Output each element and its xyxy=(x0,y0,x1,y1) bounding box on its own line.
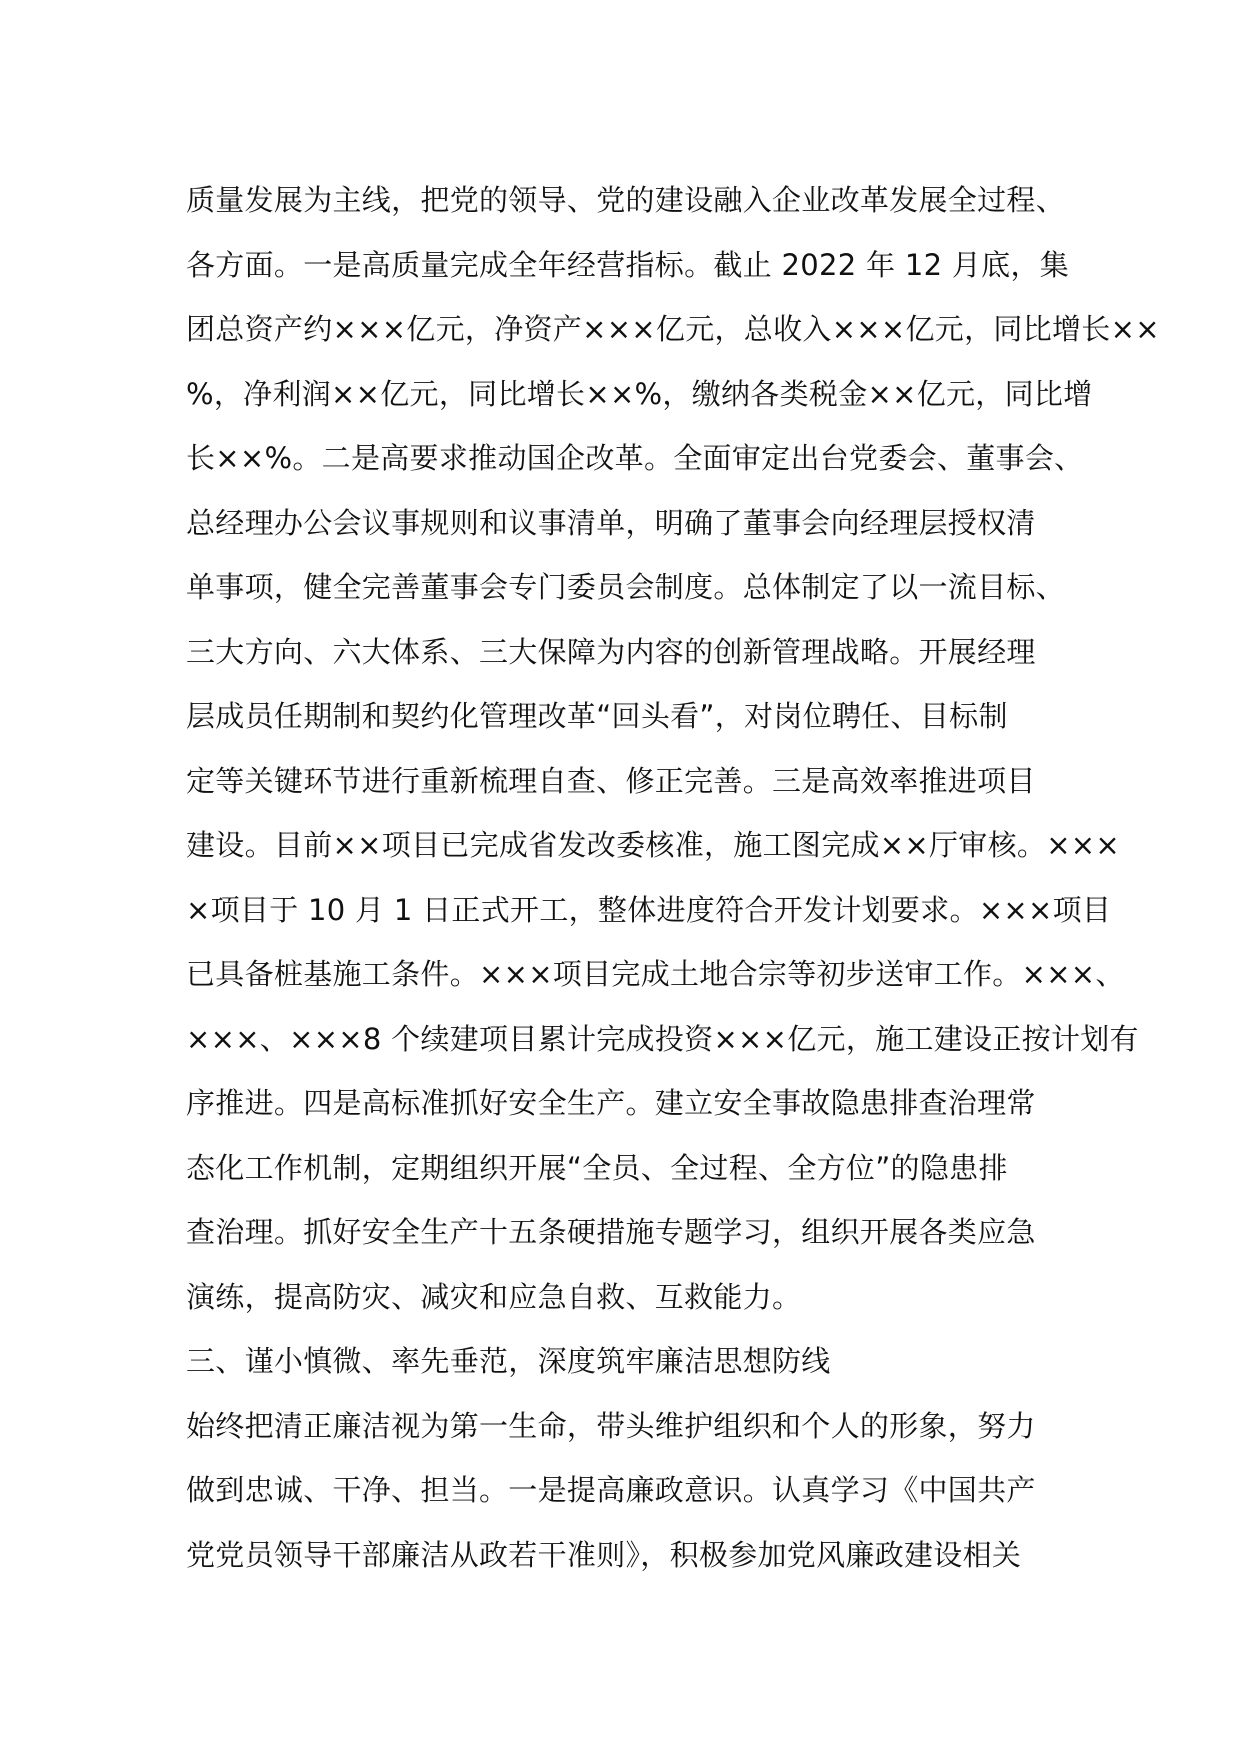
body-line-13: 已具备桩基施工条件。×××项目完成土地合宗等初步送审工作。×××、 xyxy=(186,957,1125,991)
body-line-1: 质量发展为主线，把党的领导、党的建设融入企业改革发展全过程、 xyxy=(186,183,1066,217)
body-line-21: 做到忠诚、干净、担当。一是提高廉政意识。认真学习《中国共产 xyxy=(186,1473,1036,1507)
section-heading: 三、谨小慎微、率先垂范，深度筑牢廉洁思想防线 xyxy=(186,1344,831,1378)
body-line-5: 长××%。二是高要求推动国企改革。全面审定出台党委会、董事会、 xyxy=(186,441,1084,475)
body-line-17: 查治理。抓好安全生产十五条硬措施专题学习，组织开展各类应急 xyxy=(186,1215,1036,1249)
body-line-8: 三大方向、六大体系、三大保障为内容的创新管理战略。开展经理 xyxy=(186,634,1036,669)
body-line-16: 态化工作机制，定期组织开展“全员、全过程、全方位”的隐患排 xyxy=(186,1150,1008,1185)
body-line-3: 团总资产约×××亿元，净资产×××亿元，总收入×××亿元，同比增长×× xyxy=(186,312,1160,346)
body-line-10: 定等关键环节进行重新梳理自查、修正完善。三是高效率推进项目 xyxy=(186,763,1036,798)
body-line-15: 序推进。四是高标准抓好安全生产。建立安全事故隐患排查治理常 xyxy=(186,1086,1036,1120)
body-line-7: 单事项，健全完善董事会专门委员会制度。总体制定了以一流目标、 xyxy=(186,570,1066,604)
body-line-18: 演练，提高防灾、减灾和应急自救、互救能力。 xyxy=(186,1279,802,1314)
body-line-4: %，净利润××亿元，同比增长××%，缴纳各类税金××亿元，同比增 xyxy=(186,376,1093,411)
body-line-22: 党党员领导干部廉洁从政若干准则》，积极参加党风廉政建设相关 xyxy=(186,1537,1022,1572)
body-line-12: ×项目于 10 月 1 日正式开工，整体进度符合开发计划要求。×××项目 xyxy=(186,892,1112,927)
body-line-9: 层成员任期制和契约化管理改革“回头看”，对岗位聘任、目标制 xyxy=(186,699,1008,733)
body-line-11: 建设。目前××项目已完成省发改委核准，施工图完成××厅审核。××× xyxy=(186,828,1120,862)
document-body xyxy=(186,168,1160,1587)
body-line-2: 各方面。一是高质量完成全年经营指标。截止 2022 年 12 月底，集 xyxy=(186,247,1070,282)
body-line-6: 总经理办公会议事规则和议事清单，明确了董事会向经理层授权清 xyxy=(186,505,1036,540)
body-line-14: ×××、×××8 个续建项目累计完成投资×××亿元，施工建设正按计划有 xyxy=(186,1021,1139,1056)
body-line-20: 始终把清正廉洁视为第一生命，带头维护组织和个人的形象，努力 xyxy=(186,1408,1036,1443)
